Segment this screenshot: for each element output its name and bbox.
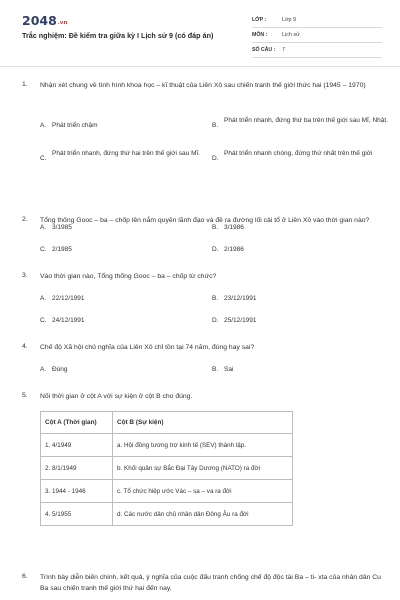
option-text: Sai bbox=[224, 366, 234, 373]
meta-value: Lịch sử bbox=[282, 32, 300, 38]
question-text: Nối thời gian ở cột A với sự kiện ở cột B cho đúng. bbox=[40, 393, 193, 400]
meta-key: LỚP : bbox=[252, 17, 267, 23]
question-text: Trình bày diễn biến chính, kết quả, ý nghĩa của cuộc đấu tranh chống chế độ độc tài Ba – ti- xta của nhân dân Cu Ba sau chiến tranh thế giới thứ hai đến nay. bbox=[40, 574, 381, 592]
table-header: Cột B (Sự kiện) bbox=[113, 412, 293, 434]
option-text: 24/12/1991 bbox=[52, 317, 85, 324]
logo-suffix: .vn bbox=[57, 20, 68, 26]
quiz-title: Trắc nghiệm: Đề kiểm tra giữa kỳ I Lịch sử 9 (có đáp án) bbox=[22, 31, 214, 40]
table-cell: 3. 1944 - 1946 bbox=[41, 480, 113, 503]
option-text: 2/1986 bbox=[224, 246, 244, 253]
option-text: 23/12/1991 bbox=[224, 295, 257, 302]
option-letter: C. bbox=[40, 317, 47, 324]
option-letter: B. bbox=[212, 295, 219, 302]
table-row bbox=[41, 434, 293, 457]
option-letter: B. bbox=[212, 366, 219, 373]
table-header-row bbox=[41, 412, 293, 434]
option-letter: B. bbox=[212, 224, 219, 231]
question-text: Vào thời gian nào, Tổng thống Gooc – ba – chốp từ chức? bbox=[40, 273, 217, 280]
table-cell: 1. 4/1949 bbox=[41, 434, 113, 457]
option-text: 25/12/1991 bbox=[224, 317, 257, 324]
meta-value: Lớp 9 bbox=[282, 17, 297, 23]
page-header bbox=[0, 0, 400, 64]
option-text: Phát triển chậm bbox=[52, 122, 98, 129]
question-number: 3. bbox=[22, 272, 28, 279]
table-cell: d. Các nước dân chủ nhân dân Đông Âu ra đời bbox=[113, 503, 293, 526]
logo-text: 2048 bbox=[22, 13, 57, 28]
option-letter: D. bbox=[212, 155, 219, 162]
question-number: 4. bbox=[22, 343, 28, 350]
meta-class bbox=[252, 13, 382, 28]
option-text: 3/1986 bbox=[224, 224, 244, 231]
table-cell: b. Khối quân sự Bắc Đại Tây Dương (NATO) ra đời bbox=[113, 457, 293, 480]
option-letter: D. bbox=[212, 246, 219, 253]
option-letter: A. bbox=[40, 224, 47, 231]
quiz-meta bbox=[252, 13, 382, 58]
meta-key: MÔN : bbox=[252, 32, 268, 38]
table-row bbox=[41, 480, 293, 503]
question-number: 2. bbox=[22, 216, 28, 223]
question-text: Tổng thống Gooc – ba – chốp lên nắm quyền lãnh đạo và đề ra đường lối cải tổ ở Liên Xô vào thời gian nào? bbox=[40, 217, 370, 224]
question-number: 5. bbox=[22, 392, 28, 399]
option-text: 2/1985 bbox=[52, 246, 72, 253]
option-text: 22/12/1991 bbox=[52, 295, 85, 302]
question-text: Chế độ Xã hội chủ nghĩa của Liên Xô chỉ tồn tại 74 năm, đúng hay sai? bbox=[40, 344, 255, 351]
table-row bbox=[41, 503, 293, 526]
meta-subject bbox=[252, 28, 382, 43]
option-letter: A. bbox=[40, 295, 47, 302]
option-text: Đúng bbox=[52, 366, 68, 373]
meta-value: 7 bbox=[282, 47, 285, 53]
matching-table bbox=[40, 411, 293, 526]
option-letter: A. bbox=[40, 122, 47, 129]
option-text: Phát triển nhanh, đứng thứ hai trên thế giới sau Mĩ. bbox=[52, 150, 201, 157]
table-cell: 4. 5/1955 bbox=[41, 503, 113, 526]
option-letter: B. bbox=[212, 122, 219, 129]
question-number: 6. bbox=[22, 573, 28, 580]
option-text: 3/1985 bbox=[52, 224, 72, 231]
question-text: Nhận xét chung về tình hình khoa học – kĩ thuật của Liên Xô sau chiến tranh thế giới thức hai (1945 – 1970) bbox=[40, 82, 366, 89]
header-divider bbox=[0, 66, 400, 67]
option-text: Phát triển nhanh, đứng thứ ba trên thế giới sau Mĩ, Nhật. bbox=[224, 117, 389, 124]
meta-key: SỐ CÂU : bbox=[252, 47, 276, 53]
option-letter: A. bbox=[40, 366, 47, 373]
site-logo[interactable] bbox=[22, 13, 67, 28]
table-cell: c. Tổ chức hiệp ước Vác – sa – va ra đời bbox=[113, 480, 293, 503]
table-row bbox=[41, 457, 293, 480]
option-letter: C. bbox=[40, 155, 47, 162]
table-header: Cột A (Thời gian) bbox=[41, 412, 113, 434]
table-cell: 2. 8/1/1949 bbox=[41, 457, 113, 480]
option-text: Phát triển nhanh chóng, đứng thứ nhất trên thế giới bbox=[224, 150, 373, 157]
option-letter: C. bbox=[40, 246, 47, 253]
meta-count bbox=[252, 43, 382, 58]
question-number: 1. bbox=[22, 81, 28, 88]
option-letter: D. bbox=[212, 317, 219, 324]
table-cell: a. Hội đồng tương trợ kinh tế (SEV) thành lập. bbox=[113, 434, 293, 457]
